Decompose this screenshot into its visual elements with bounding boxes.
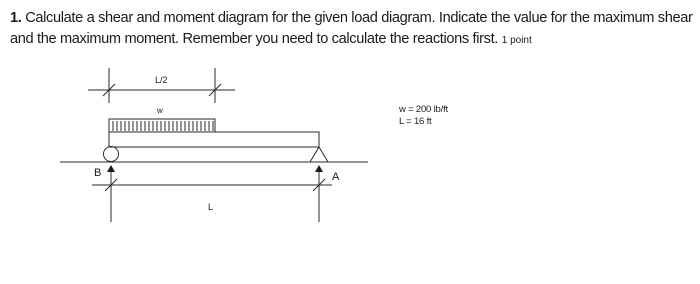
question-number: 1. bbox=[10, 10, 22, 26]
beam bbox=[109, 132, 319, 147]
given-load: w = 200 lb/ft bbox=[399, 104, 448, 115]
question-points: 1 point bbox=[501, 35, 532, 46]
given-length: L = 16 ft bbox=[399, 115, 432, 127]
support-b-label: B bbox=[94, 167, 102, 179]
reaction-arrow-a-icon bbox=[315, 165, 323, 172]
given-values bbox=[399, 104, 448, 127]
load-label: w bbox=[157, 106, 163, 115]
question-body: Calculate a shear and moment diagram for the given load diagram. Indicate the value for the maximum shear and the maximum moment. Remember you need to calculate the reactions first. bbox=[10, 10, 693, 47]
support-a-label: A bbox=[332, 171, 340, 183]
load-hatching bbox=[113, 121, 213, 131]
reaction-arrow-b-icon bbox=[107, 165, 115, 172]
span-label: L bbox=[208, 202, 214, 212]
half-span-label: L/2 bbox=[155, 75, 168, 85]
roller-support-b bbox=[104, 147, 119, 162]
pin-support-a bbox=[310, 147, 328, 162]
